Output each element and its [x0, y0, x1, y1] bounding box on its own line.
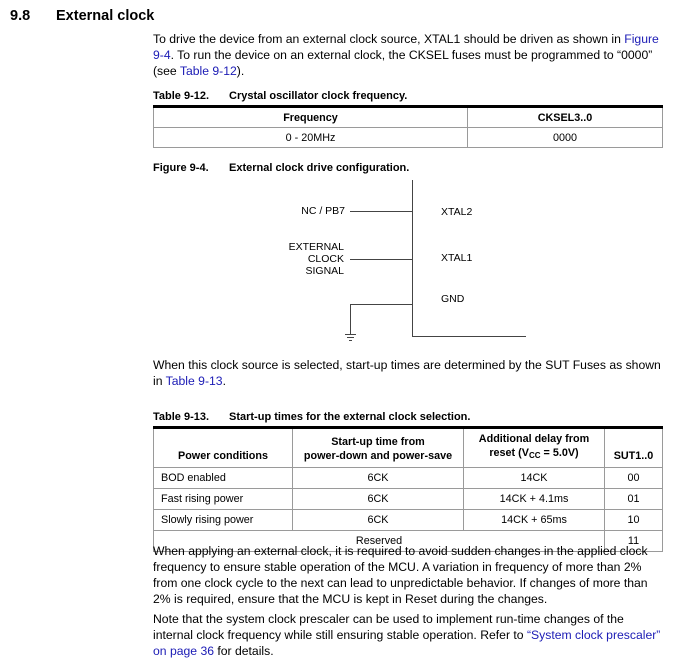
external-clock-warning-paragraph: When applying an external clock, it is required to avoid sudden changes in the applied clock frequency to ensure stable operation of the MCU. A variation in frequency of more than 2% from one clock cycle to the next can lead to unpredictable behavior. If changes of more than 2% is required, ensure that the MCU is kept in Reset during the changes.: [153, 544, 648, 606]
intro-text-c: ).: [236, 64, 245, 78]
header-additional-delay: [464, 428, 605, 468]
intro-text-b: . To run the device on an external clock, the CKSEL fuses must be programmed to “0000” (see: [153, 48, 653, 78]
table-9-13-number: Table 9-13.: [153, 411, 210, 423]
label-line: CLOCK: [307, 253, 344, 265]
pin-gnd: GND: [441, 293, 465, 305]
vcc-subscript: CC: [528, 451, 541, 460]
header-line: power-down and power-save: [303, 450, 453, 462]
note-text-end: for details.: [214, 644, 274, 658]
header-power-conditions: Power conditions: [154, 428, 293, 468]
cell-delay: 14CK + 65ms: [464, 510, 605, 531]
figure-9-4-number: Figure 9-4.: [153, 162, 209, 174]
cell-startup: 6CK: [293, 489, 464, 510]
figure-9-4-title: External clock drive configuration.: [229, 162, 410, 174]
sut-text: When this clock source is selected, start-up times are determined by the SUT Fuses as shown in: [153, 358, 661, 388]
sut-paragraph: [153, 357, 663, 389]
intro-text-a: To drive the device from an external clock source, XTAL1 should be driven as shown in: [153, 32, 625, 46]
cell-power-condition: Fast rising power: [154, 489, 293, 510]
cell-startup: 6CK: [293, 510, 464, 531]
table-9-13: [153, 426, 663, 552]
cell-frequency: 0 - 20MHz: [154, 128, 468, 148]
cell-sut: 10: [605, 510, 663, 531]
header-line: Start-up time from: [331, 436, 425, 448]
header-line: Additional delay from: [478, 433, 590, 445]
table-9-12-link[interactable]: Table 9-12: [179, 64, 237, 78]
header-line: [464, 446, 604, 463]
table-9-12-number: Table 9-12.: [153, 90, 210, 102]
label-line: EXTERNAL: [288, 241, 344, 253]
table-row: [154, 468, 663, 489]
table-row: [154, 489, 663, 510]
prescaler-note-paragraph: [153, 611, 663, 659]
table-9-13-link[interactable]: Table 9-13: [165, 374, 223, 388]
cell-sut: 11: [605, 531, 663, 552]
cell-power-condition: BOD enabled: [154, 468, 293, 489]
section-number: 9.8: [10, 8, 31, 24]
table-header-row: [154, 428, 663, 468]
nc-pb7-label: NC / PB7: [301, 205, 345, 217]
cell-delay: 14CK + 4.1ms: [464, 489, 605, 510]
cell-cksel: 0000: [468, 128, 663, 148]
table-9-12-title: Crystal oscillator clock frequency.: [229, 90, 408, 102]
header-text: reset (V: [489, 447, 529, 459]
label-line: SIGNAL: [305, 265, 344, 277]
header-sut: SUT1..0: [605, 428, 663, 468]
cell-sut: 01: [605, 489, 663, 510]
table-row: [154, 510, 663, 531]
header-text: = 5.0V): [540, 447, 579, 459]
ground-symbol-icon: [345, 335, 356, 341]
note-text: Note that the system clock prescaler can be used to implement run-time changes of the internal clock frequency while still ensuring stable operation. Refer to: [153, 612, 624, 642]
cell-reserved: Reserved: [154, 531, 605, 552]
cell-delay: 14CK: [464, 468, 605, 489]
sut-text-end: .: [222, 374, 226, 388]
cell-sut: 00: [605, 468, 663, 489]
table-9-13-title: Start-up times for the external clock selection.: [229, 411, 471, 423]
external-clock-signal-label: [270, 241, 344, 277]
header-frequency: Frequency: [154, 107, 468, 128]
pin-xtal1: XTAL1: [441, 252, 473, 264]
cell-startup: 6CK: [293, 468, 464, 489]
section-title: External clock: [56, 8, 155, 24]
header-cksel: CKSEL3..0: [468, 107, 663, 128]
figure-9-4-link[interactable]: Figure 9-4: [153, 32, 659, 62]
cell-power-condition: Slowly rising power: [154, 510, 293, 531]
header-startup-time: [293, 428, 464, 468]
system-clock-prescaler-link[interactable]: “System clock prescaler” on page 36: [153, 628, 661, 658]
pin-xtal2: XTAL2: [441, 206, 473, 218]
